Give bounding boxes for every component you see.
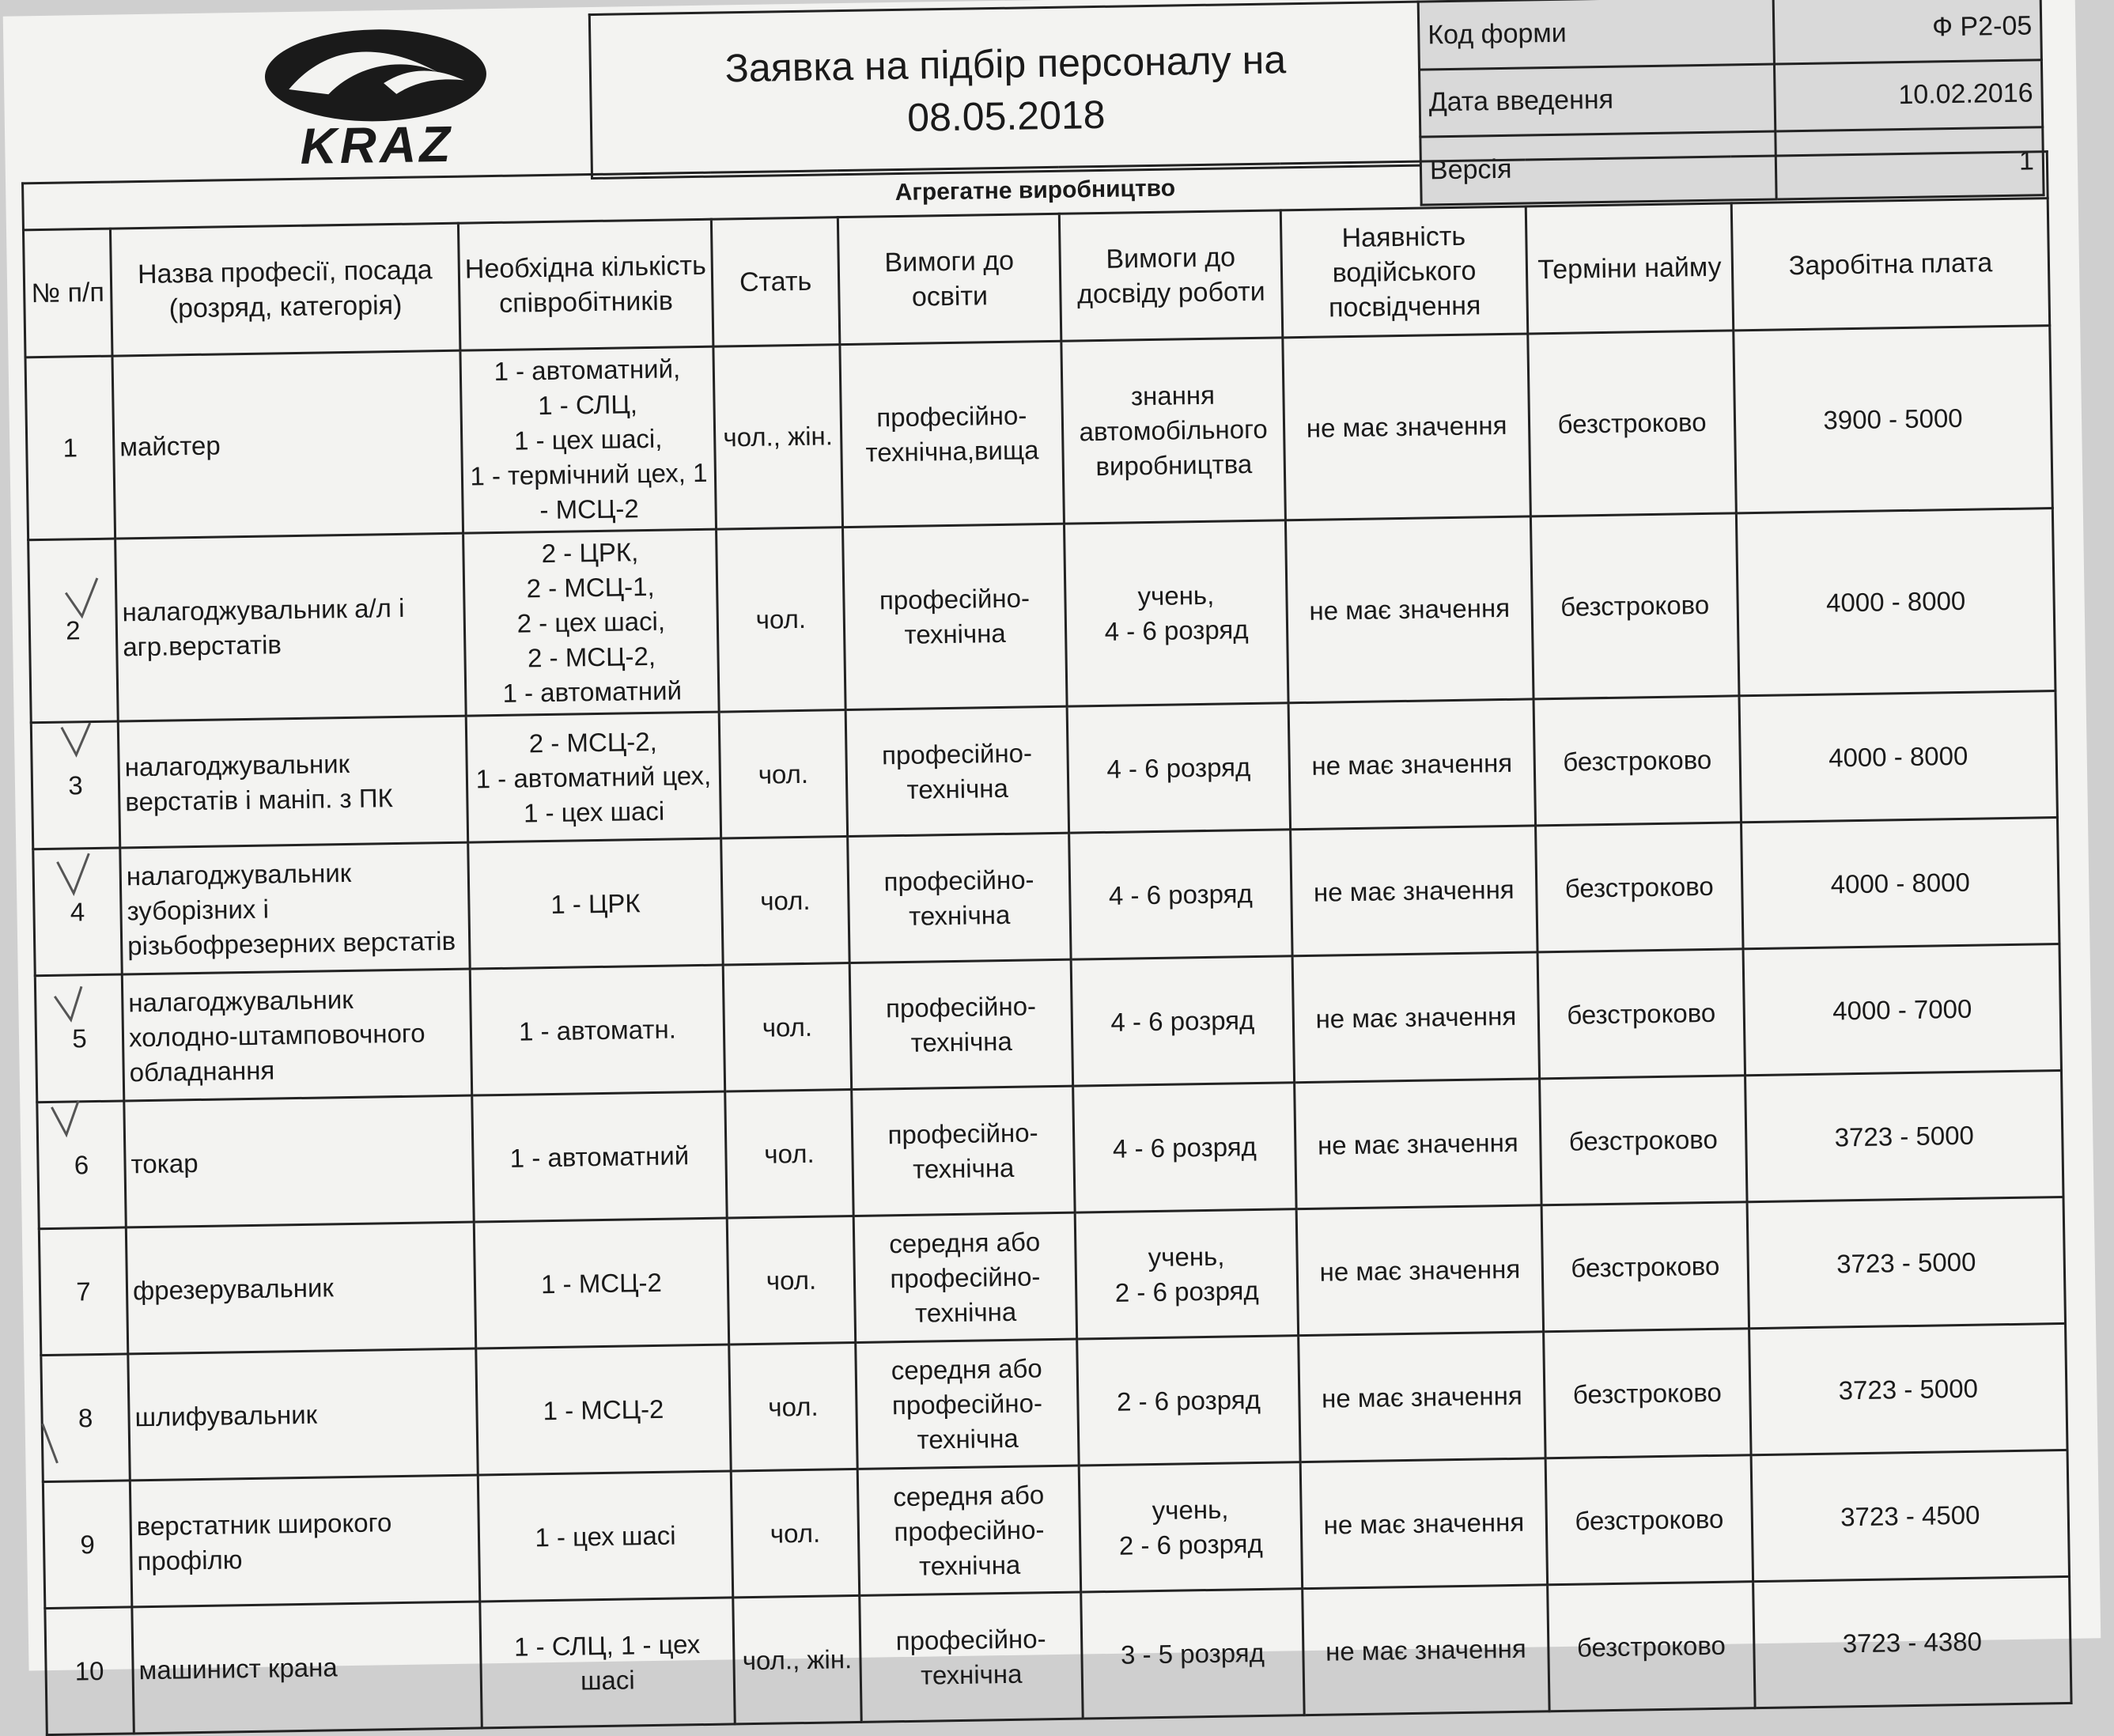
row-number: 3: [31, 721, 119, 849]
gender-cell: чол.: [731, 1469, 859, 1597]
row-number: 10: [45, 1607, 134, 1735]
salary-cell: 3723 - 5000: [1749, 1323, 2068, 1454]
gender-cell: чол.: [721, 837, 849, 965]
document-sheet: [3, 0, 2101, 1695]
experience-cell: знання автомобільного виробництва: [1061, 338, 1286, 524]
gender-cell: чол.: [723, 963, 851, 1091]
education-cell: середня або професійно-технічна: [856, 1339, 1079, 1469]
salary-cell: 3723 - 4500: [1751, 1450, 2070, 1581]
salary-cell: 4000 - 8000: [1739, 691, 2058, 823]
education-cell: професійно-технічна: [860, 1592, 1083, 1722]
headcount-cell: 2 - МСЦ-2, 1 - автоматний цех, 1 - цех шасі: [466, 712, 720, 842]
gender-cell: чол., жін.: [733, 1595, 861, 1723]
row-number: 8: [41, 1354, 130, 1482]
column-header: Вимоги до досвіду роботи: [1059, 210, 1282, 341]
document-title: [588, 1, 1421, 180]
salary-cell: 4000 - 8000: [1736, 509, 2055, 696]
profession-cell: фрезерувальник: [126, 1222, 475, 1354]
kraz-logo-icon: [240, 25, 512, 179]
profession-cell: налагоджувальник верстатів і маніп. з ПК: [118, 716, 467, 848]
row-number: 4: [33, 848, 122, 976]
experience-cell: учень, 2 - 6 розряд: [1079, 1462, 1302, 1592]
profession-cell: налагоджувальник а/л і агр.верстатів: [115, 533, 467, 721]
headcount-cell: 1 - автоматний, 1 - СЛЦ, 1 - цех шасі, 1 - термічний цех, 1 - МСЦ-2: [460, 346, 717, 533]
gender-cell: чол.: [719, 710, 847, 838]
meta-row: [1420, 59, 2043, 137]
section-title: Агрегатне виробництво: [23, 152, 2048, 230]
hiring-term-cell: безстроково: [1537, 949, 1745, 1079]
table-row: [28, 509, 2055, 723]
education-cell: професійно-технічна: [848, 833, 1071, 963]
experience-cell: 2 - 6 розряд: [1077, 1336, 1300, 1466]
education-cell: професійно-технічна: [849, 959, 1072, 1089]
experience-cell: 3 - 5 розряд: [1081, 1589, 1304, 1719]
profession-cell: шлифувальник: [128, 1348, 478, 1481]
hiring-term-cell: безстроково: [1544, 1329, 1751, 1458]
meta-value: 10.02.2016: [1774, 59, 2043, 131]
meta-value: 1: [1776, 127, 2044, 199]
meta-row: [1418, 0, 2041, 70]
column-header: Наявність водійського посвідчення: [1280, 206, 1527, 338]
hiring-term-cell: безстроково: [1528, 331, 1737, 516]
license-cell: не має значення: [1283, 334, 1531, 520]
headcount-cell: 1 - МСЦ-2: [476, 1345, 731, 1475]
row-number: 5: [35, 974, 123, 1102]
row-number: 7: [39, 1227, 127, 1356]
gender-cell: чол.: [717, 528, 846, 712]
row-number: 1: [25, 356, 115, 540]
license-cell: не має значення: [1299, 1332, 1545, 1462]
hiring-term-cell: безстроково: [1541, 1202, 1749, 1332]
gender-cell: чол., жін.: [713, 345, 843, 529]
row-number: 6: [37, 1101, 126, 1229]
profession-cell: налагоджувальник холодно-штамповочного обладнання: [122, 969, 471, 1101]
meta-label: Дата введення: [1420, 64, 1776, 138]
education-cell: середня або професійно-технічна: [853, 1212, 1076, 1342]
row-number: 2: [28, 539, 119, 723]
salary-cell: 4000 - 8000: [1741, 818, 2060, 949]
education-cell: професійно-технічна,вища: [840, 341, 1065, 527]
table-row: [25, 326, 2052, 540]
hiring-term-cell: безстроково: [1545, 1455, 1753, 1585]
experience-cell: 4 - 6 розряд: [1067, 703, 1290, 833]
headcount-cell: 1 - МСЦ-2: [474, 1218, 728, 1348]
personnel-request-table: [21, 150, 2073, 1736]
experience-cell: 4 - 6 розряд: [1069, 830, 1292, 959]
row-number: 9: [43, 1481, 131, 1609]
license-cell: не має значення: [1303, 1585, 1549, 1715]
hiring-term-cell: безстроково: [1534, 696, 1741, 826]
license-cell: не має значення: [1295, 1079, 1541, 1209]
column-header: Терміни найму: [1526, 203, 1733, 334]
headcount-cell: 1 - цех шасі: [478, 1471, 732, 1602]
license-cell: не має значення: [1296, 1205, 1543, 1336]
gender-cell: чол.: [725, 1090, 853, 1218]
meta-label: Версія: [1420, 131, 1776, 205]
hiring-term-cell: безстроково: [1548, 1582, 1755, 1711]
headcount-cell: 2 - ЦРК, 2 - МСЦ-1, 2 - цех шасі, 2 - МСЦ-2, 1 - автоматний: [463, 529, 720, 716]
hiring-term-cell: безстроково: [1530, 513, 1739, 699]
salary-cell: 3723 - 4380: [1753, 1576, 2072, 1708]
license-cell: не має значення: [1291, 826, 1537, 956]
profession-cell: майстер: [112, 350, 463, 539]
meta-value: Ф Р2-05: [1773, 0, 2042, 64]
salary-cell: 3723 - 5000: [1745, 1070, 2064, 1201]
headcount-cell: 1 - СЛЦ, 1 - цех шасі: [480, 1598, 735, 1728]
headcount-cell: 1 - ЦРК: [468, 838, 723, 969]
gender-cell: чол.: [727, 1216, 855, 1345]
experience-cell: учень, 2 - 6 розряд: [1075, 1209, 1298, 1339]
column-header: Необхідна кількість співробітників: [458, 219, 713, 350]
logo-text: KRAZ: [299, 115, 454, 175]
license-cell: не має значення: [1285, 516, 1534, 703]
education-cell: професійно-технічна: [852, 1086, 1075, 1216]
education-cell: професійно-технічна: [845, 706, 1068, 836]
gender-cell: чол.: [729, 1342, 857, 1470]
column-header: Вимоги до освіти: [838, 214, 1061, 344]
hiring-term-cell: безстроково: [1536, 823, 1743, 952]
column-header: Назва професії, посада (розряд, категорія): [110, 223, 459, 356]
meta-label: Код форми: [1418, 0, 1774, 70]
column-header: Заробітна плата: [1731, 199, 2050, 331]
salary-cell: 3723 - 5000: [1747, 1197, 2066, 1328]
column-header: № п/п: [23, 229, 112, 357]
experience-cell: учень, 4 - 6 розряд: [1064, 520, 1288, 706]
profession-cell: верстатник широкого профілю: [130, 1475, 479, 1607]
profession-cell: налагоджувальник зуборізних і різьбофрезерних верстатів: [120, 842, 470, 974]
headcount-cell: 1 - автоматн.: [470, 965, 724, 1095]
license-cell: не має значення: [1288, 699, 1535, 830]
license-cell: не має значення: [1292, 952, 1539, 1083]
experience-cell: 4 - 6 розряд: [1071, 956, 1294, 1086]
column-header: Стать: [711, 217, 840, 346]
profession-cell: токар: [124, 1095, 474, 1227]
education-cell: професійно-технічна: [843, 524, 1068, 709]
hiring-term-cell: безстроково: [1540, 1076, 1747, 1205]
title-text: Заявка на підбір персоналу на 08.05.2018: [724, 37, 1287, 140]
experience-cell: 4 - 6 розряд: [1073, 1083, 1296, 1212]
profession-cell: машинист крана: [132, 1602, 482, 1734]
headcount-cell: 1 - автоматний: [472, 1091, 727, 1222]
salary-cell: 4000 - 7000: [1743, 944, 2062, 1076]
license-cell: не має значення: [1300, 1458, 1547, 1589]
salary-cell: 3900 - 5000: [1734, 326, 2053, 513]
education-cell: середня або професійно-технічна: [857, 1466, 1080, 1595]
